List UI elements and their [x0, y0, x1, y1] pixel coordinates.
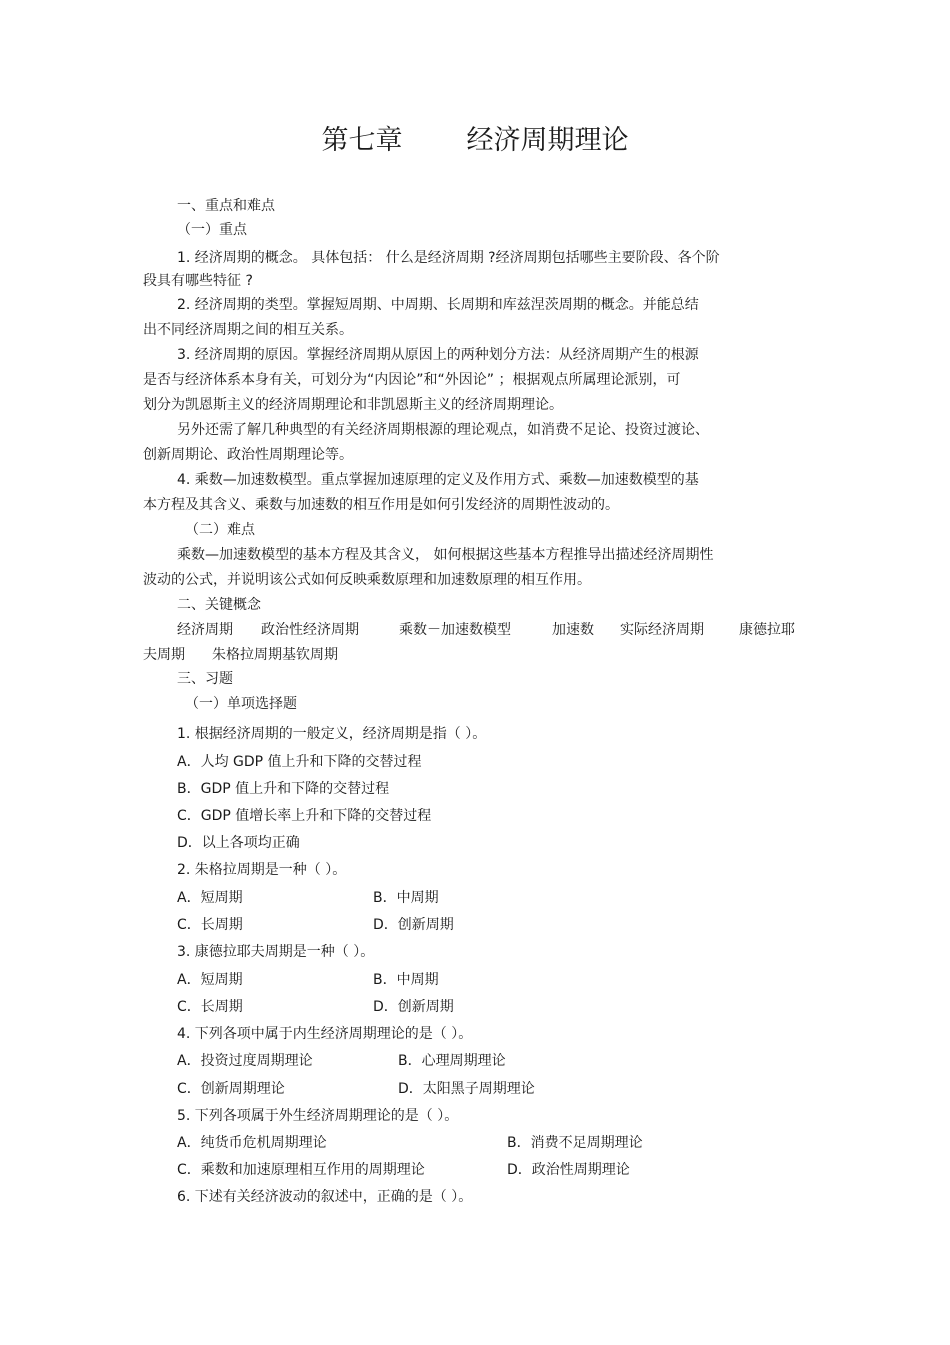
- question-option: D．创新周期: [373, 917, 454, 933]
- question-option: D．创新周期: [373, 999, 454, 1015]
- paragraph-line: 本方程及其含义、乘数与加速数的相互作用是如何引发经济的周期性波动的。: [143, 497, 619, 513]
- question-option: A．人均 GDP 值上升和下降的交替过程: [177, 754, 422, 770]
- paragraph-line: 2. 经济周期的类型。掌握短周期、中周期、长周期和库兹涅茨周期的概念。并能总结: [177, 297, 699, 313]
- paragraph-line: 段具有哪些特征 ?: [143, 273, 253, 289]
- question-option: C．长周期: [177, 999, 243, 1015]
- concept-term: 加速数: [552, 622, 594, 638]
- concept-term: 乘数－加速数模型: [399, 622, 511, 638]
- question-option: D．以上各项均正确: [177, 835, 300, 851]
- subsection-heading-single-choice: （一）单项选择题: [185, 696, 297, 712]
- paragraph-line: 4. 乘数—加速数模型。重点掌握加速原理的定义及作用方式、乘数—加速数模型的基: [177, 472, 699, 488]
- paragraph-line: 是否与经济体系本身有关，可划分为“内因论”和“外因论” ；根据观点所属理论派别，可: [143, 372, 681, 388]
- concept-term: 夫周期: [143, 647, 185, 663]
- question-stem: 4. 下列各项中属于内生经济周期理论的是（ ）。: [177, 1026, 473, 1042]
- chapter-number: 第七章: [321, 125, 403, 156]
- paragraph-line: 创新周期论、政治性周期理论等。: [143, 447, 353, 463]
- subsection-heading-focus: （一）重点: [177, 222, 247, 238]
- section-heading-key-concepts: 二、关键概念: [177, 597, 261, 613]
- question-stem: 2. 朱格拉周期是一种（ ）。: [177, 862, 347, 878]
- chapter-title: [0, 124, 950, 158]
- question-option: D．太阳黑子周期理论: [398, 1081, 535, 1097]
- section-heading-key-points: 一、重点和难点: [177, 198, 275, 214]
- paragraph-line: 3. 经济周期的原因。掌握经济周期从原因上的两种划分方法：从经济周期产生的根源: [177, 347, 699, 363]
- paragraph-line: 另外还需了解几种典型的有关经济周期根源的理论观点，如消费不足论、投资过渡论、: [177, 422, 709, 438]
- question-option: B．中周期: [373, 890, 439, 906]
- concept-term: 朱格拉周期基钦周期: [212, 647, 338, 663]
- question-option: C．GDP 值增长率上升和下降的交替过程: [177, 808, 432, 824]
- chapter-name: 经济周期理论: [466, 125, 629, 156]
- question-option: B．中周期: [373, 972, 439, 988]
- section-heading-exercises: 三、习题: [177, 671, 233, 687]
- question-option: B．GDP 值上升和下降的交替过程: [177, 781, 390, 797]
- paragraph-line: 1. 经济周期的概念。 具体包括： 什么是经济周期 ?经济周期包括哪些主要阶段、各个阶: [177, 250, 720, 266]
- question-stem: 1. 根据经济周期的一般定义，经济周期是指（ ）。: [177, 726, 487, 742]
- question-option: C．长周期: [177, 917, 243, 933]
- question-stem: 6. 下述有关经济波动的叙述中，正确的是（ ）。: [177, 1189, 473, 1205]
- question-option: A．短周期: [177, 972, 243, 988]
- paragraph-line: 波动的公式，并说明该公式如何反映乘数原理和加速数原理的相互作用。: [143, 572, 591, 588]
- paragraph-line: 乘数—加速数模型的基本方程及其含义， 如何根据这些基本方程推导出描述经济周期性: [177, 547, 714, 563]
- paragraph-line: 划分为凯恩斯主义的经济周期理论和非凯恩斯主义的经济周期理论。: [143, 397, 563, 413]
- question-option: A．投资过度周期理论: [177, 1053, 313, 1069]
- question-stem: 5. 下列各项属于外生经济周期理论的是（ ）。: [177, 1108, 459, 1124]
- question-option: A．纯货币危机周期理论: [177, 1135, 327, 1151]
- question-stem: 3. 康德拉耶夫周期是一种（ ）。: [177, 944, 375, 960]
- concept-term: 经济周期: [177, 622, 233, 638]
- subsection-heading-difficulty: （二）难点: [185, 522, 255, 538]
- question-option: D．政治性周期理论: [507, 1162, 630, 1178]
- question-option: A．短周期: [177, 890, 243, 906]
- paragraph-line: 出不同经济周期之间的相互关系。: [143, 322, 353, 338]
- question-option: C．乘数和加速原理相互作用的周期理论: [177, 1162, 425, 1178]
- concept-term: 实际经济周期: [620, 622, 704, 638]
- concept-term: 政治性经济周期: [261, 622, 359, 638]
- question-option: B．消费不足周期理论: [507, 1135, 643, 1151]
- concept-term: 康德拉耶: [739, 622, 795, 638]
- question-option: B．心理周期理论: [398, 1053, 506, 1069]
- question-option: C．创新周期理论: [177, 1081, 285, 1097]
